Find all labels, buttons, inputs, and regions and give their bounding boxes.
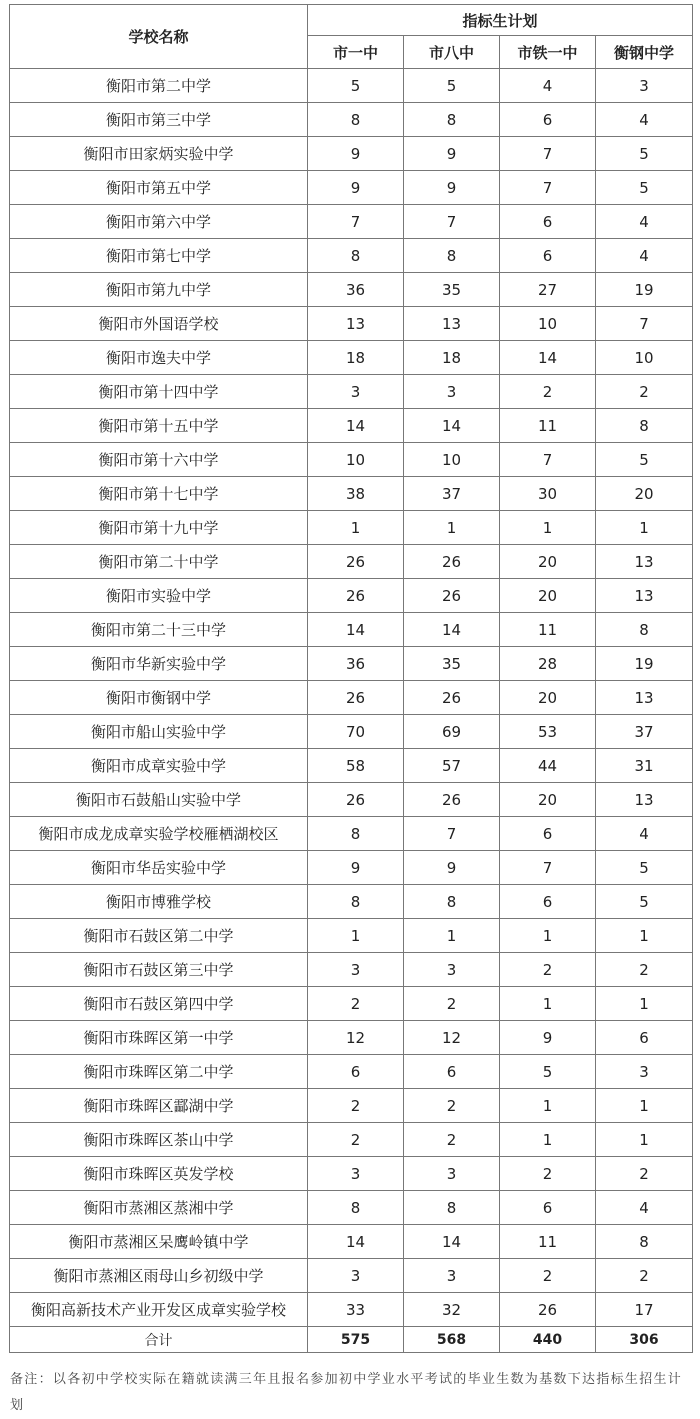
table-row (10, 851, 693, 885)
header-row (10, 5, 693, 36)
quota-cell: 6 (500, 103, 596, 137)
quota-cell: 8 (308, 817, 404, 851)
school-name-cell: 衡阳市珠晖区第一中学 (10, 1021, 308, 1055)
quota-cell: 31 (596, 749, 693, 783)
quota-cell: 30 (500, 477, 596, 511)
table-row (10, 681, 693, 715)
quota-cell: 3 (308, 375, 404, 409)
quota-cell: 13 (596, 783, 693, 817)
quota-cell: 1 (596, 1089, 693, 1123)
table-body (10, 69, 693, 1327)
quota-cell: 6 (404, 1055, 500, 1089)
quota-cell: 3 (404, 375, 500, 409)
quota-cell: 1 (500, 511, 596, 545)
quota-cell: 4 (500, 69, 596, 103)
quota-cell: 2 (500, 1259, 596, 1293)
quota-cell: 7 (308, 205, 404, 239)
quota-cell: 8 (404, 103, 500, 137)
total-value: 306 (596, 1327, 693, 1353)
column-header: 衡钢中学 (596, 36, 693, 69)
quota-cell: 1 (596, 1123, 693, 1157)
school-name-cell: 衡阳市珠晖区酃湖中学 (10, 1089, 308, 1123)
quota-cell: 7 (500, 851, 596, 885)
quota-cell: 70 (308, 715, 404, 749)
quota-cell: 8 (404, 1191, 500, 1225)
table-row (10, 1225, 693, 1259)
quota-cell: 14 (308, 1225, 404, 1259)
quota-cell: 1 (596, 511, 693, 545)
quota-cell: 11 (500, 613, 596, 647)
quota-cell: 57 (404, 749, 500, 783)
quota-cell: 13 (404, 307, 500, 341)
quota-cell: 28 (500, 647, 596, 681)
quota-cell: 5 (500, 1055, 596, 1089)
quota-cell: 5 (596, 885, 693, 919)
quota-cell: 26 (308, 783, 404, 817)
quota-cell: 6 (500, 885, 596, 919)
quota-cell: 7 (500, 171, 596, 205)
quota-cell: 19 (596, 273, 693, 307)
quota-cell: 8 (308, 103, 404, 137)
quota-cell: 2 (404, 1089, 500, 1123)
table-row (10, 1123, 693, 1157)
quota-cell: 13 (596, 681, 693, 715)
school-name-cell: 衡阳市蒸湘区雨母山乡初级中学 (10, 1259, 308, 1293)
table-row (10, 375, 693, 409)
quota-cell: 8 (308, 239, 404, 273)
quota-cell: 14 (308, 613, 404, 647)
school-name-cell: 衡阳市外国语学校 (10, 307, 308, 341)
quota-cell: 69 (404, 715, 500, 749)
quota-cell: 26 (308, 681, 404, 715)
table-row (10, 1021, 693, 1055)
table-row (10, 919, 693, 953)
table-row (10, 783, 693, 817)
table-row (10, 171, 693, 205)
quota-cell: 7 (596, 307, 693, 341)
quota-cell: 1 (404, 919, 500, 953)
quota-cell: 26 (404, 681, 500, 715)
table-row (10, 307, 693, 341)
school-name-cell: 衡阳市珠晖区第二中学 (10, 1055, 308, 1089)
quota-cell: 11 (500, 409, 596, 443)
school-name-cell: 衡阳市石鼓区第四中学 (10, 987, 308, 1021)
quota-cell: 20 (500, 579, 596, 613)
table-row (10, 443, 693, 477)
school-name-cell: 衡阳市船山实验中学 (10, 715, 308, 749)
table-row (10, 885, 693, 919)
table-row (10, 205, 693, 239)
school-name-cell: 衡阳市第二十中学 (10, 545, 308, 579)
quota-cell: 2 (404, 987, 500, 1021)
table-row (10, 69, 693, 103)
quota-cell: 38 (308, 477, 404, 511)
total-value: 440 (500, 1327, 596, 1353)
total-row (10, 1327, 693, 1353)
quota-cell: 8 (596, 1225, 693, 1259)
quota-cell: 13 (596, 579, 693, 613)
school-name-header: 学校名称 (10, 5, 308, 69)
quota-cell: 6 (308, 1055, 404, 1089)
school-name-cell: 衡阳市第十四中学 (10, 375, 308, 409)
quota-cell: 1 (404, 511, 500, 545)
quota-cell: 14 (404, 409, 500, 443)
quota-cell: 2 (500, 375, 596, 409)
quota-cell: 2 (308, 987, 404, 1021)
quota-cell: 6 (500, 239, 596, 273)
quota-cell: 3 (308, 1259, 404, 1293)
table-row (10, 749, 693, 783)
quota-cell: 7 (404, 817, 500, 851)
school-name-cell: 衡阳市实验中学 (10, 579, 308, 613)
school-name-cell: 衡阳市衡钢中学 (10, 681, 308, 715)
school-name-cell: 衡阳市石鼓区第三中学 (10, 953, 308, 987)
quota-cell: 53 (500, 715, 596, 749)
quota-cell: 2 (404, 1123, 500, 1157)
quota-cell: 4 (596, 205, 693, 239)
school-name-cell: 衡阳市第二十三中学 (10, 613, 308, 647)
quota-cell: 10 (500, 307, 596, 341)
quota-cell: 7 (500, 137, 596, 171)
quota-cell: 2 (308, 1089, 404, 1123)
quota-table (9, 4, 693, 1353)
quota-cell: 2 (596, 953, 693, 987)
quota-cell: 3 (404, 1157, 500, 1191)
school-name-cell: 衡阳市第十九中学 (10, 511, 308, 545)
quota-cell: 19 (596, 647, 693, 681)
quota-cell: 12 (404, 1021, 500, 1055)
quota-cell: 10 (308, 443, 404, 477)
quota-cell: 7 (500, 443, 596, 477)
table-row (10, 1157, 693, 1191)
quota-cell: 2 (308, 1123, 404, 1157)
table-row (10, 1293, 693, 1327)
quota-cell: 1 (500, 1089, 596, 1123)
school-name-cell: 衡阳市华新实验中学 (10, 647, 308, 681)
quota-cell: 1 (308, 919, 404, 953)
quota-cell: 13 (596, 545, 693, 579)
quota-cell: 3 (404, 953, 500, 987)
quota-cell: 5 (404, 69, 500, 103)
quota-cell: 4 (596, 103, 693, 137)
quota-cell: 14 (404, 1225, 500, 1259)
school-name-cell: 衡阳市石鼓区第二中学 (10, 919, 308, 953)
quota-cell: 12 (308, 1021, 404, 1055)
quota-cell: 4 (596, 817, 693, 851)
quota-cell: 5 (596, 443, 693, 477)
table-row (10, 1191, 693, 1225)
table-row (10, 1259, 693, 1293)
school-name-cell: 衡阳市第三中学 (10, 103, 308, 137)
table-row (10, 1055, 693, 1089)
column-header: 市铁一中 (500, 36, 596, 69)
quota-cell: 11 (500, 1225, 596, 1259)
quota-cell: 5 (308, 69, 404, 103)
table-row (10, 817, 693, 851)
footnote: 备注：以各初中学校实际在籍就读满三年且报名参加初中学业水平考试的毕业生数为基数下达指标生招生计划 (10, 1372, 683, 1413)
quota-cell: 3 (596, 1055, 693, 1089)
school-name-cell: 衡阳市第十五中学 (10, 409, 308, 443)
quota-cell: 32 (404, 1293, 500, 1327)
quota-cell: 4 (596, 1191, 693, 1225)
quota-cell: 3 (596, 69, 693, 103)
quota-cell: 2 (596, 375, 693, 409)
quota-cell: 3 (308, 953, 404, 987)
school-name-cell: 衡阳市第六中学 (10, 205, 308, 239)
quota-cell: 17 (596, 1293, 693, 1327)
quota-cell: 5 (596, 851, 693, 885)
quota-cell: 4 (596, 239, 693, 273)
quota-cell: 26 (500, 1293, 596, 1327)
table-row (10, 103, 693, 137)
quota-cell: 3 (308, 1157, 404, 1191)
school-name-cell: 衡阳市成章实验中学 (10, 749, 308, 783)
table-row (10, 239, 693, 273)
table-row (10, 273, 693, 307)
quota-cell: 9 (404, 137, 500, 171)
quota-cell: 9 (404, 851, 500, 885)
table-row (10, 953, 693, 987)
quota-cell: 8 (596, 409, 693, 443)
school-name-cell: 衡阳市第五中学 (10, 171, 308, 205)
quota-cell: 1 (500, 919, 596, 953)
school-name-cell: 衡阳市逸夫中学 (10, 341, 308, 375)
table-row (10, 477, 693, 511)
quota-cell: 36 (308, 273, 404, 307)
school-name-cell: 衡阳市华岳实验中学 (10, 851, 308, 885)
plan-header: 指标生计划 (308, 5, 693, 36)
school-name-cell: 衡阳市博雅学校 (10, 885, 308, 919)
table-row (10, 409, 693, 443)
school-name-cell: 衡阳市第七中学 (10, 239, 308, 273)
quota-cell: 1 (500, 987, 596, 1021)
quota-cell: 20 (500, 545, 596, 579)
school-name-cell: 衡阳市第十七中学 (10, 477, 308, 511)
quota-cell: 9 (308, 171, 404, 205)
quota-cell: 6 (500, 1191, 596, 1225)
school-name-cell: 衡阳市第十六中学 (10, 443, 308, 477)
quota-cell: 10 (596, 341, 693, 375)
school-name-cell: 衡阳市田家炳实验中学 (10, 137, 308, 171)
quota-cell: 13 (308, 307, 404, 341)
quota-cell: 2 (596, 1259, 693, 1293)
quota-cell: 14 (308, 409, 404, 443)
quota-cell: 35 (404, 647, 500, 681)
quota-cell: 37 (404, 477, 500, 511)
school-name-cell: 衡阳市珠晖区英发学校 (10, 1157, 308, 1191)
quota-cell: 27 (500, 273, 596, 307)
quota-cell: 6 (500, 817, 596, 851)
quota-cell: 1 (596, 987, 693, 1021)
quota-cell: 2 (500, 1157, 596, 1191)
table-row (10, 511, 693, 545)
quota-cell: 2 (596, 1157, 693, 1191)
quota-cell: 8 (404, 239, 500, 273)
quota-cell: 44 (500, 749, 596, 783)
table-row (10, 647, 693, 681)
school-name-cell: 衡阳市第二中学 (10, 69, 308, 103)
table-row (10, 545, 693, 579)
school-name-cell: 衡阳市第九中学 (10, 273, 308, 307)
quota-cell: 35 (404, 273, 500, 307)
school-name-cell: 衡阳市石鼓船山实验中学 (10, 783, 308, 817)
quota-cell: 26 (404, 783, 500, 817)
total-value: 568 (404, 1327, 500, 1353)
quota-cell: 20 (500, 783, 596, 817)
quota-cell: 58 (308, 749, 404, 783)
table-row (10, 579, 693, 613)
quota-cell: 3 (404, 1259, 500, 1293)
quota-cell: 26 (404, 545, 500, 579)
quota-cell: 36 (308, 647, 404, 681)
quota-cell: 20 (500, 681, 596, 715)
quota-cell: 14 (404, 613, 500, 647)
quota-cell: 5 (596, 137, 693, 171)
quota-cell: 6 (596, 1021, 693, 1055)
table-row (10, 715, 693, 749)
school-name-cell: 衡阳市蒸湘区呆鹰岭镇中学 (10, 1225, 308, 1259)
quota-cell: 8 (308, 885, 404, 919)
quota-cell: 18 (404, 341, 500, 375)
quota-cell: 8 (308, 1191, 404, 1225)
quota-cell: 37 (596, 715, 693, 749)
quota-cell: 14 (500, 341, 596, 375)
quota-cell: 10 (404, 443, 500, 477)
quota-cell: 20 (596, 477, 693, 511)
quota-cell: 1 (500, 1123, 596, 1157)
quota-cell: 6 (500, 205, 596, 239)
total-value: 575 (308, 1327, 404, 1353)
quota-cell: 9 (500, 1021, 596, 1055)
table-row (10, 1089, 693, 1123)
table-row (10, 613, 693, 647)
quota-cell: 5 (596, 171, 693, 205)
school-name-cell: 衡阳市成龙成章实验学校雁栖湖校区 (10, 817, 308, 851)
total-label: 合计 (10, 1327, 308, 1353)
quota-cell: 8 (596, 613, 693, 647)
school-name-cell: 衡阳市珠晖区茶山中学 (10, 1123, 308, 1157)
school-name-cell: 衡阳市蒸湘区蒸湘中学 (10, 1191, 308, 1225)
quota-cell: 9 (308, 851, 404, 885)
quota-cell: 9 (404, 171, 500, 205)
quota-cell: 26 (308, 545, 404, 579)
quota-cell: 7 (404, 205, 500, 239)
table-row (10, 987, 693, 1021)
quota-cell: 8 (404, 885, 500, 919)
column-header: 市八中 (404, 36, 500, 69)
quota-cell: 26 (404, 579, 500, 613)
table-row (10, 341, 693, 375)
school-name-cell: 衡阳高新技术产业开发区成章实验学校 (10, 1293, 308, 1327)
quota-cell: 26 (308, 579, 404, 613)
quota-cell: 1 (308, 511, 404, 545)
quota-cell: 33 (308, 1293, 404, 1327)
quota-cell: 18 (308, 341, 404, 375)
table-row (10, 137, 693, 171)
quota-cell: 9 (308, 137, 404, 171)
column-header: 市一中 (308, 36, 404, 69)
quota-cell: 2 (500, 953, 596, 987)
quota-cell: 1 (596, 919, 693, 953)
